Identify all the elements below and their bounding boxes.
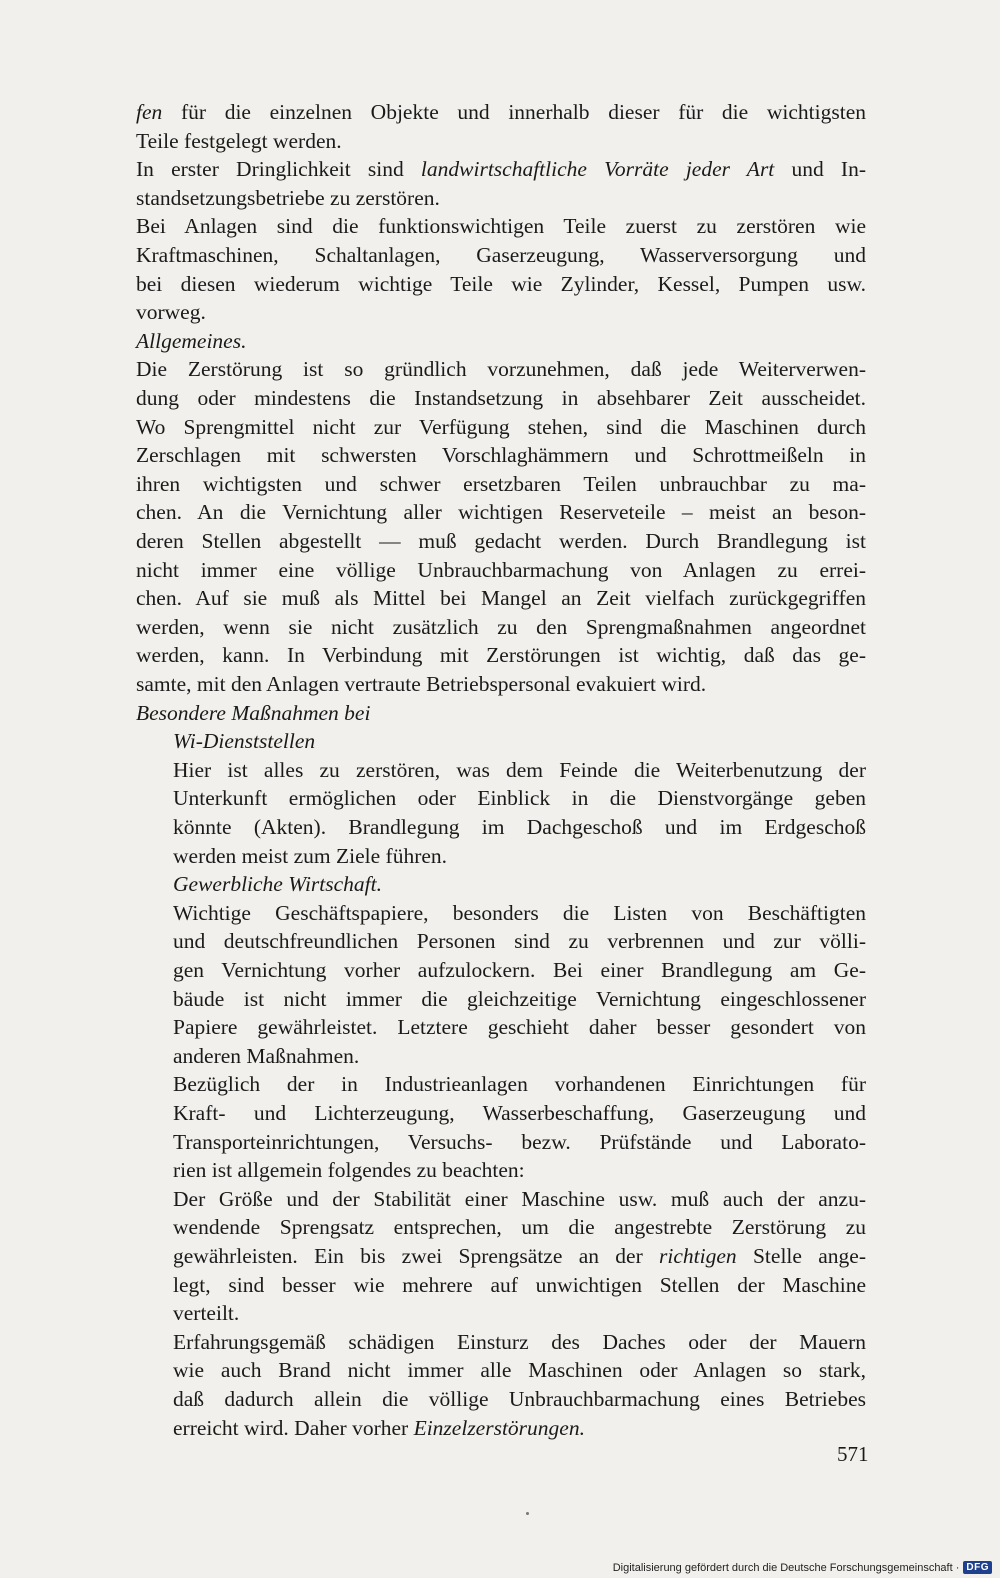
body-line: Kraftmaschinen, Schaltanlagen, Gaserzeugung, Wasserversorgung und [136, 243, 866, 267]
digitization-footer [613, 1561, 992, 1574]
section-heading: Besondere Maßnahmen bei [136, 700, 371, 725]
body-line: Hier ist alles zu zerstören, was dem Feinde die Weiterbenutzung der [173, 757, 866, 782]
subsection-heading: Wi-Dienststellen [173, 729, 316, 754]
body-line: Erfahrungsgemäß schädigen Einsturz des Daches oder der Mauern [173, 1329, 866, 1354]
body-line: erreicht wird. Daher vorher Einzelzerstörungen. [173, 1415, 585, 1440]
body-line: In erster Dringlichkeit sind landwirtschaftliche Vorräte jeder Art und In- [136, 157, 867, 182]
body-line: fen für die einzelnen Objekte und innerhalb dieser für die wichtigsten [136, 100, 866, 124]
body-line: werden, kann. In Verbindung mit Zerstörungen ist wichtig, daß das ge- [136, 643, 866, 668]
body-line: werden, wenn sie nicht zusätzlich zu den Sprengmaßnahmen angeordnet [136, 614, 866, 639]
body-line: Zerschlagen mit schwersten Vorschlaghämmern und Schrottmeißeln in [136, 443, 866, 468]
body-line: verteilt. [173, 1301, 240, 1326]
body-line: wie auch Brand nicht immer alle Maschinen oder Anlagen so stark, [173, 1358, 866, 1383]
body-line: könnte (Akten). Brandlegung im Dachgeschoß und im Erdgeschoß [173, 815, 866, 839]
body-line: Wichtige Geschäftspapiere, besonders die Listen von Beschäftigten [173, 900, 866, 925]
body-line: gewährleisten. Ein bis zwei Sprengsätze an der richtigen Stelle ange- [173, 1244, 866, 1268]
body-line: Kraft- und Lichterzeugung, Wasserbeschaffung, Gaserzeugung und [173, 1101, 866, 1125]
body-line: und deutschfreundlichen Personen sind zu verbrennen und zur völli- [173, 929, 866, 954]
body-line: dung oder mindestens die Instandsetzung in absehbarer Zeit ausscheidet. [136, 386, 866, 410]
body-line: Transporteinrichtungen, Versuchs- bezw. Prüfstände und Laborato- [173, 1129, 866, 1154]
body-line: standsetzungsbetriebe zu zerstören. [136, 185, 440, 210]
body-line: daß dadurch allein die völlige Unbrauchbarmachung eines Betriebes [173, 1387, 866, 1411]
body-line: Unterkunft ermöglichen oder Einblick in die Dienstvorgänge geben [173, 786, 866, 811]
body-line: vorweg. [136, 300, 206, 325]
body-line: Bezüglich der in Industrieanlagen vorhandenen Einrichtungen für [173, 1072, 866, 1097]
section-heading: Allgemeines. [136, 328, 247, 353]
body-line: ihren wichtigsten und schwer ersetzbaren Teilen unbrauchbar zu ma- [136, 471, 866, 496]
body-line: Wo Sprengmittel nicht zur Verfügung stehen, sind die Maschinen durch [136, 414, 866, 439]
page-number: 571 [837, 1442, 869, 1466]
body-line: nicht immer eine völlige Unbrauchbarmachung von Anlagen zu errei- [136, 557, 866, 582]
body-line: chen. An die Vernichtung aller wichtigen Reserveteile – meist an beson- [136, 500, 866, 525]
body-line: samte, mit den Anlagen vertraute Betriebspersonal evakuiert wird. [136, 672, 707, 696]
dfg-logo: DFG [963, 1561, 992, 1574]
body-line: rien ist allgemein folgendes zu beachten: [173, 1158, 525, 1183]
body-line: Bei Anlagen sind die funktionswichtigen Teile zuerst zu zerstören wie [136, 214, 866, 239]
body-line: legt, sind besser wie mehrere auf unwichtigen Stellen der Maschine [173, 1272, 866, 1297]
body-line: anderen Maßnahmen. [173, 1043, 360, 1068]
footer-text: Digitalisierung gefördert durch die Deutsche Forschungsgemeinschaft · [612, 1561, 960, 1574]
body-line: Die Zerstörung ist so gründlich vorzunehmen, daß jede Weiterverwen- [136, 357, 866, 382]
body-line: bei diesen wiederum wichtige Teile wie Zylinder, Kessel, Pumpen usw. [136, 271, 866, 296]
body-line: Teile festgelegt werden. [136, 128, 342, 153]
body-line: bäude ist nicht immer die gleichzeitige Vernichtung eingeschlossener [173, 986, 866, 1011]
scan-speck [526, 1512, 529, 1515]
body-line: Der Größe und der Stabilität einer Maschine usw. muß auch der anzu- [173, 1186, 866, 1211]
body-line: deren Stellen abgestellt — muß gedacht werden. Durch Brandlegung ist [136, 529, 866, 553]
body-line: chen. Auf sie muß als Mittel bei Mangel an Zeit vielfach zurückgegriffen [136, 586, 866, 611]
body-line: Papiere gewährleistet. Letztere geschieht daher besser gesondert von [173, 1015, 866, 1040]
body-line: gen Vernichtung vorher aufzulockern. Bei einer Brandlegung am Ge- [173, 958, 866, 982]
body-line: werden meist zum Ziele führen. [173, 843, 448, 868]
subsection-heading: Gewerbliche Wirtschaft. [173, 872, 382, 897]
body-line: wendende Sprengsatz entsprechen, um die angestrebte Zerstörung zu [173, 1215, 866, 1240]
